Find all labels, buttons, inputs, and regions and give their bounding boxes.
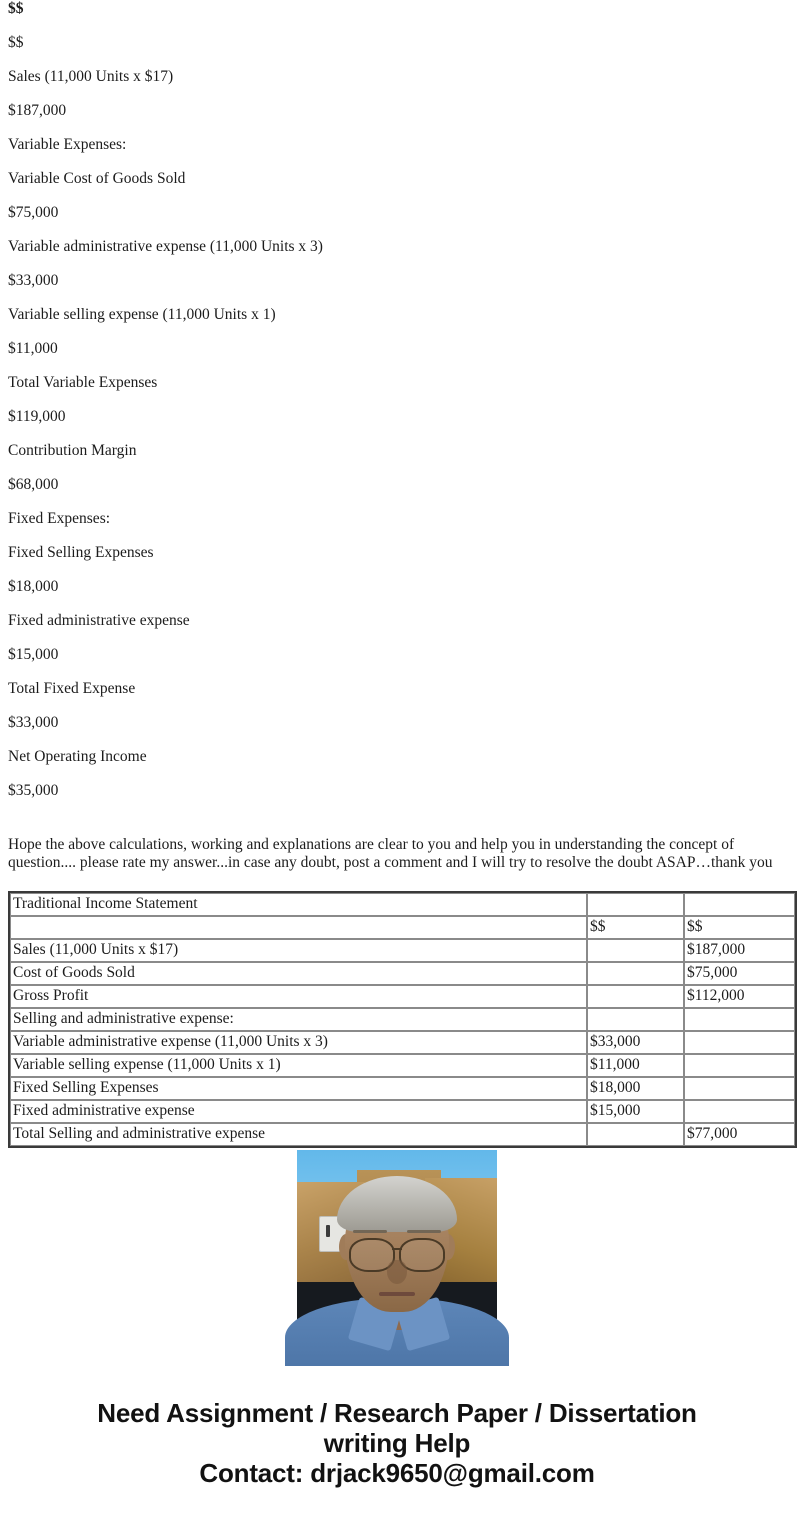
promo-line-1: Need Assignment / Research Paper / Dissertation	[97, 1397, 697, 1428]
table-row	[10, 1100, 795, 1123]
table-cell-label: Total Selling and administrative expense	[10, 1123, 587, 1146]
table-cell-mid	[587, 985, 684, 1008]
table-empty-cell	[684, 893, 795, 916]
table-row	[10, 893, 795, 916]
table-cell-label: Gross Profit	[10, 985, 587, 1008]
table-cell-right	[684, 1100, 795, 1123]
avatar-mouth	[379, 1292, 415, 1296]
table-cell-right	[684, 1077, 795, 1100]
statement-line: $35,000	[8, 782, 59, 799]
statement-line: $119,000	[8, 408, 66, 425]
statement-line: Total Fixed Expense	[8, 680, 136, 697]
statement-line: Variable Expenses:	[8, 136, 127, 153]
table-empty-cell	[587, 893, 684, 916]
table-row	[10, 1077, 795, 1100]
table-row	[10, 962, 795, 985]
statement-line: Net Operating Income	[8, 748, 147, 765]
avatar	[297, 1150, 497, 1350]
spacer-before-table	[0, 873, 794, 891]
table-cell-right: $75,000	[684, 962, 795, 985]
statement-line: $11,000	[8, 340, 58, 357]
table-row	[10, 985, 795, 1008]
table-cell-label: Sales (11,000 Units x $17)	[10, 939, 587, 962]
table-cell-label: Cost of Goods Sold	[10, 962, 587, 985]
table-cell-label: Selling and administrative expense:	[10, 1008, 587, 1031]
statement-line: Contribution Margin	[8, 442, 137, 459]
statement-line: $75,000	[8, 204, 59, 221]
table-cell-right: $112,000	[684, 985, 795, 1008]
table-header-right: $$	[684, 916, 795, 939]
statement-line: Fixed Selling Expenses	[8, 544, 154, 561]
income-statement-table-container	[8, 891, 786, 1142]
table-cell-right	[684, 1008, 795, 1031]
table-cell-label: Variable selling expense (11,000 Units x 1)	[10, 1054, 587, 1077]
table-row	[10, 1008, 795, 1031]
table-cell-right: $187,000	[684, 939, 795, 962]
traditional-income-statement-table	[8, 891, 797, 1148]
table-row	[10, 1054, 795, 1077]
table-cell-mid	[587, 962, 684, 985]
statement-line: Variable Cost of Goods Sold	[8, 170, 186, 187]
statement-line: $33,000	[8, 272, 59, 289]
table-cell-mid	[587, 1123, 684, 1146]
table-row	[10, 939, 795, 962]
promo-contact-email[interactable]: Contact: drjack9650@gmail.com	[199, 1457, 595, 1488]
contribution-format-statement	[8, 0, 786, 816]
promo-line-2: writing Help	[323, 1427, 471, 1458]
statement-line: Fixed administrative expense	[8, 612, 190, 629]
statement-line: Total Variable Expenses	[8, 374, 158, 391]
table-cell-mid: $15,000	[587, 1100, 684, 1123]
table-cell-label: Fixed Selling Expenses	[10, 1077, 587, 1100]
statement-line: Variable selling expense (11,000 Units x 1)	[8, 306, 276, 323]
table-title-cell: Traditional Income Statement	[10, 893, 587, 916]
avatar-eyeglass-bridge	[392, 1248, 402, 1250]
statement-line: $$	[8, 34, 24, 51]
statement-line: $$	[8, 0, 24, 17]
table-cell-mid	[587, 1008, 684, 1031]
statement-line: $68,000	[8, 476, 59, 493]
statement-line: $15,000	[8, 646, 59, 663]
avatar-eyebrow-right	[407, 1230, 441, 1233]
table-cell-mid: $11,000	[587, 1054, 684, 1077]
table-cell-right	[684, 1054, 795, 1077]
avatar-container	[0, 1150, 794, 1350]
promo-footer	[0, 1398, 794, 1488]
table-header-mid: $$	[587, 916, 684, 939]
table-cell-mid	[587, 939, 684, 962]
table-cell-mid: $18,000	[587, 1077, 684, 1100]
table-cell-right: $77,000	[684, 1123, 795, 1146]
avatar-nose	[387, 1260, 407, 1284]
statement-line: Variable administrative expense (11,000 Units x 3)	[8, 238, 323, 255]
avatar-eyebrow-left	[353, 1230, 387, 1233]
statement-line: $187,000	[8, 102, 67, 119]
statement-line: $18,000	[8, 578, 59, 595]
table-header-blank	[10, 916, 587, 939]
table-cell-right	[684, 1031, 795, 1054]
table-row	[10, 1123, 795, 1146]
closing-note: Hope the above calculations, working and explanations are clear to you and help you in understanding the concept of question.... please rate my answer...in case any doubt, post a comment and I will try to resolve the doubt ASAP…thank you	[8, 836, 773, 872]
statement-line: $33,000	[8, 714, 59, 731]
statement-line: Sales (11,000 Units x $17)	[8, 68, 174, 85]
table-cell-label: Variable administrative expense (11,000 Units x 3)	[10, 1031, 587, 1054]
table-cell-mid: $33,000	[587, 1031, 684, 1054]
statement-line: Fixed Expenses:	[8, 510, 111, 527]
table-header-row	[10, 916, 795, 939]
table-cell-label: Fixed administrative expense	[10, 1100, 587, 1123]
spacer	[8, 816, 786, 836]
table-row	[10, 1031, 795, 1054]
